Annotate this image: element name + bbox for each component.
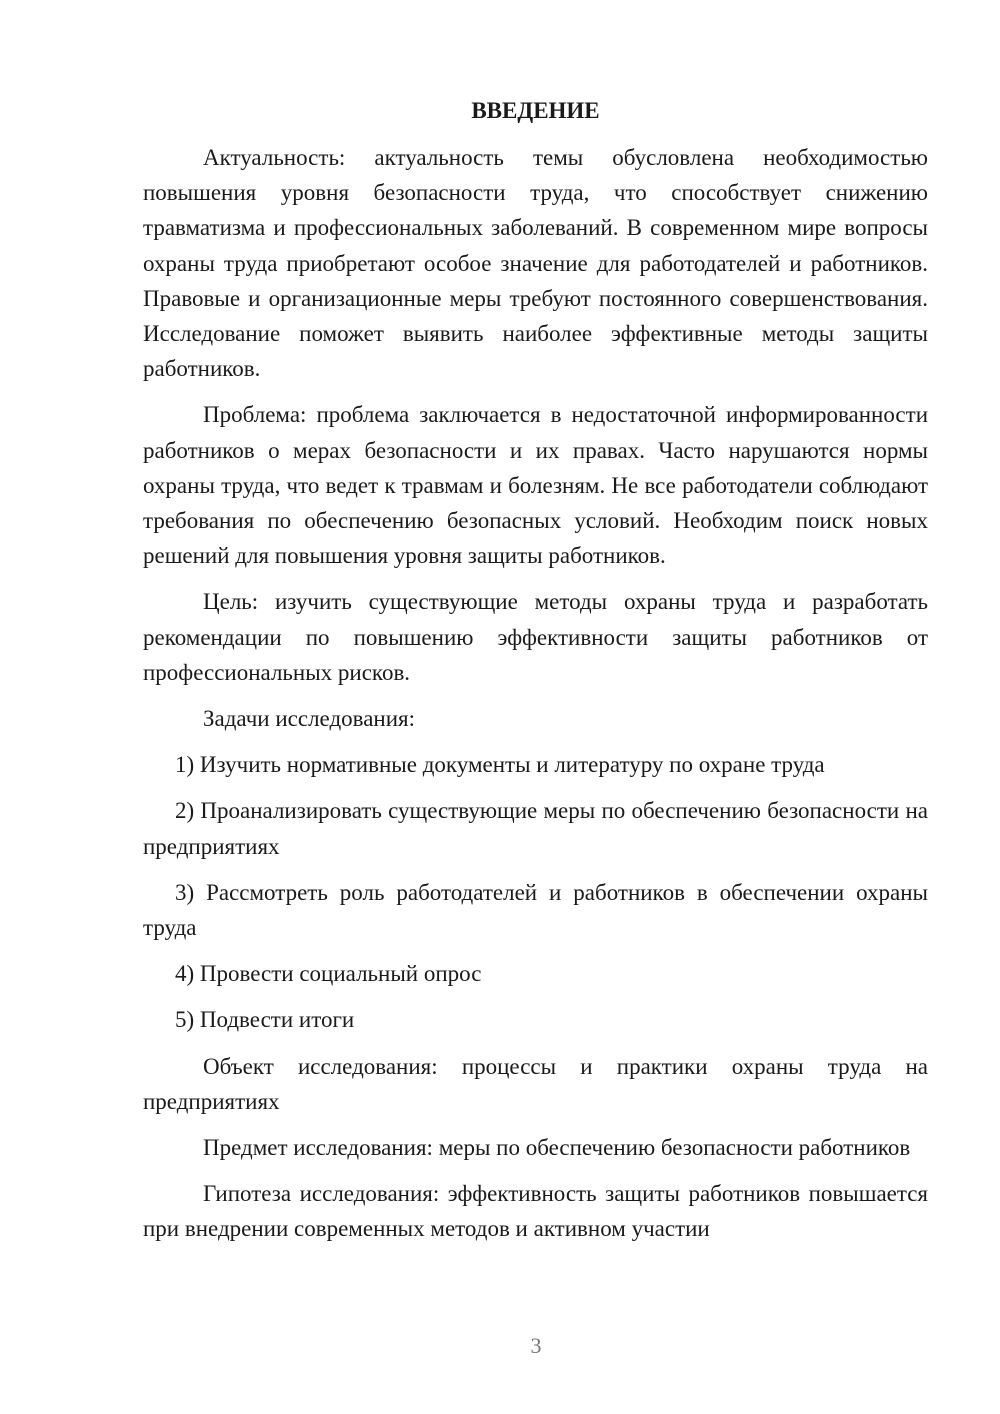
task-item: 5) Подвести итоги bbox=[175, 1007, 355, 1033]
page-content bbox=[143, 93, 928, 1258]
task-item: 1) Изучить нормативные документы и литературу по охране труда bbox=[175, 752, 825, 778]
object-paragraph: Объект исследования: процессы и практики охраны труда на предприятиях bbox=[143, 1053, 928, 1114]
page-number: 3 bbox=[530, 1333, 542, 1358]
hypothesis-paragraph: Гипотеза исследования: эффективность защиты работников повышается при внедрении современных методов и активном участии bbox=[143, 1181, 928, 1242]
page-title: ВВЕДЕНИЕ bbox=[471, 98, 600, 123]
subject-paragraph: Предмет исследования: меры по обеспечению безопасности работников bbox=[203, 1135, 911, 1161]
problem-paragraph: Проблема: проблема заключается в недостаточной информированности работников о мерах безопасности и их правах. Часто нарушаются нормы охраны труда, что ведет к травмам и болезням. Не все работодатели соблюдают требования по обеспечению безопасных условий. Необходим поиск новых решений для повышения уровня защиты работников. bbox=[143, 402, 928, 569]
goal-paragraph: Цель: изучить существующие методы охраны труда и разработать рекомендации по повышению эффективности защиты работников от профессиональных рисков. bbox=[143, 589, 928, 685]
task-item: 2) Проанализировать существующие меры по обеспечению безопасности на предприятиях bbox=[143, 798, 928, 859]
tasks-heading: Задачи исследования: bbox=[203, 706, 416, 732]
task-item: 3) Рассмотреть роль работодателей и работников в обеспечении охраны труда bbox=[143, 879, 928, 941]
relevance-paragraph: Актуальность: актуальность темы обусловлена необходимостью повышения уровня безопасности труда, что способствует снижению травматизма и профессиональных заболеваний. В современном мире вопросы охраны труда приобретают особое значение для работодателей и работников. Правовые и организационные меры требуют постоянного совершенствования. Исследование поможет выявить наиболее эффективные методы защиты работников. bbox=[143, 145, 928, 382]
task-item: 4) Провести социальный опрос bbox=[175, 961, 482, 987]
